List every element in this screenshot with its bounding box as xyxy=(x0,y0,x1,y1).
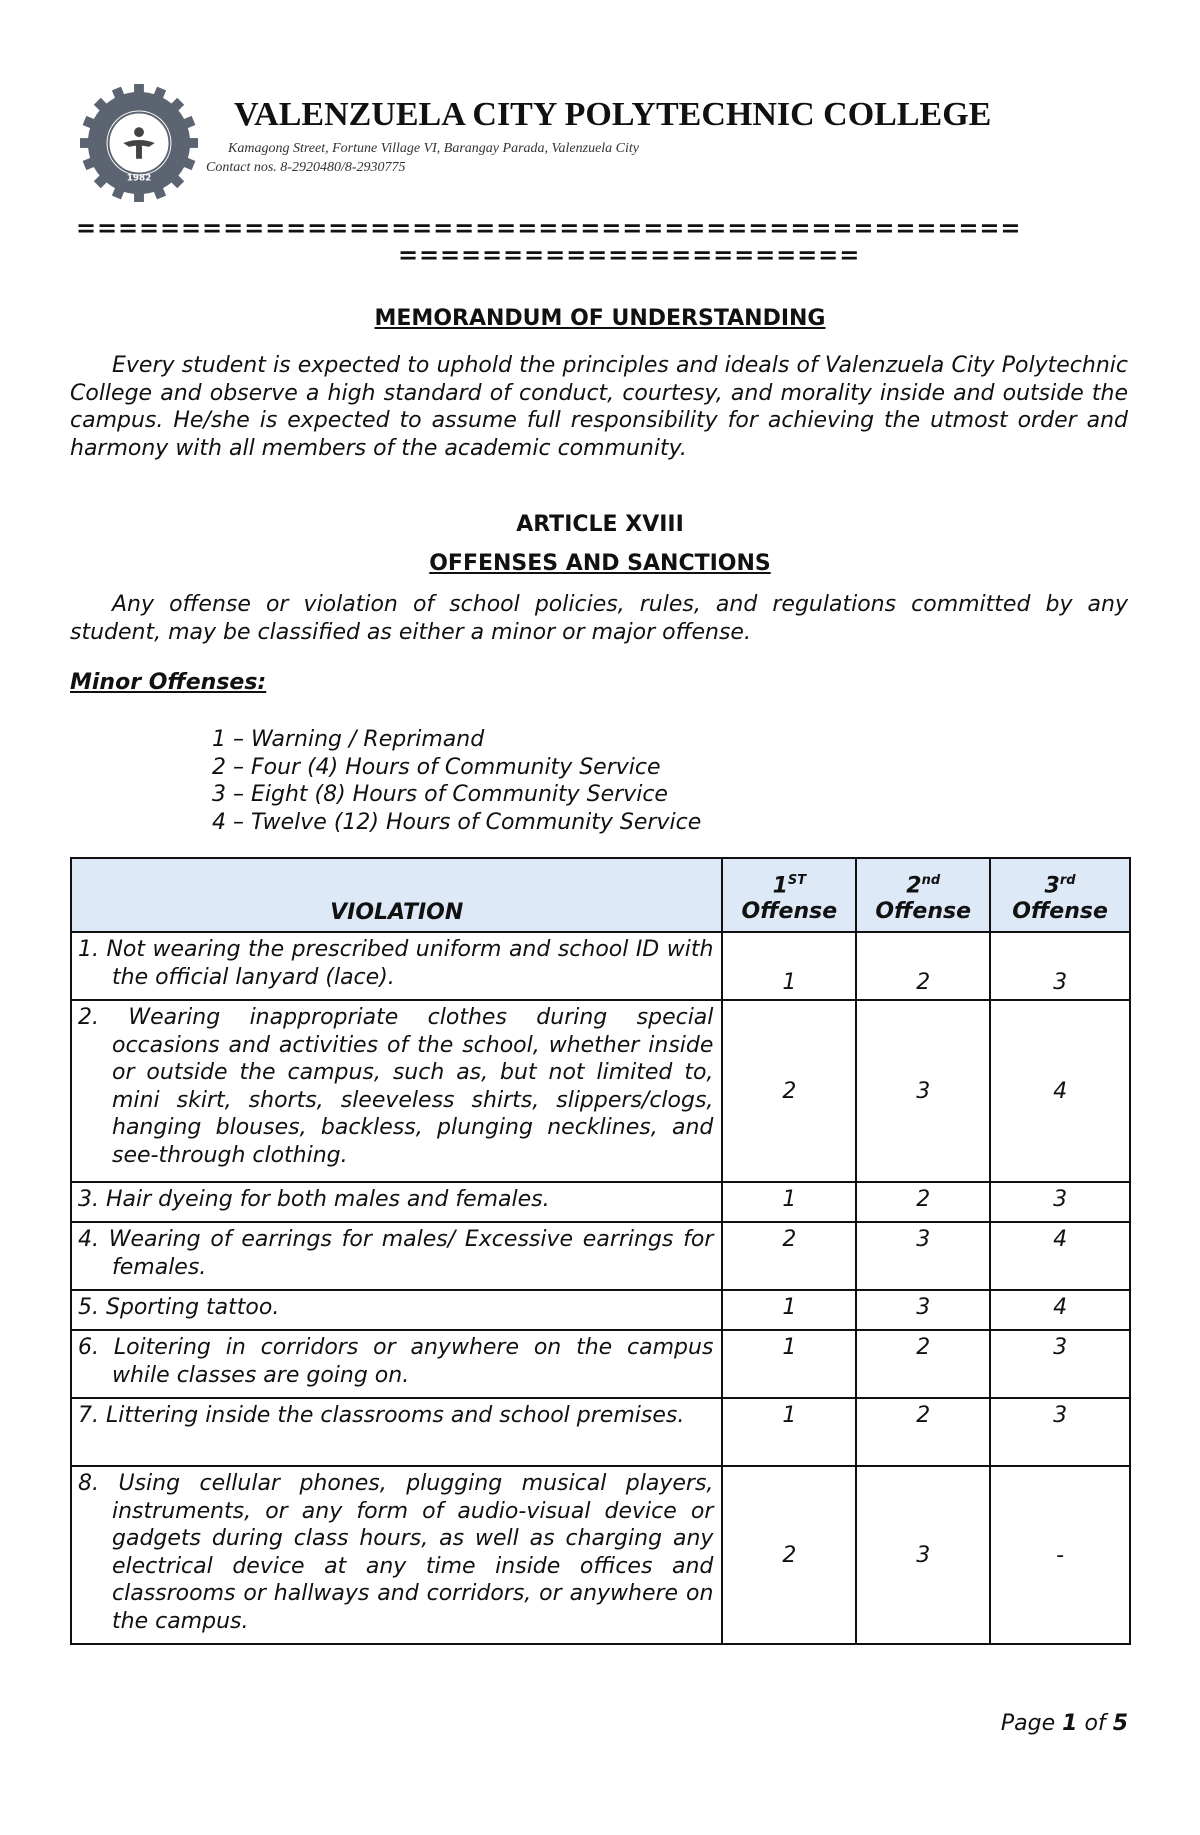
header-offense-label: Offense xyxy=(1012,899,1108,924)
violation-text: 1. Not wearing the prescribed uniform and school ID with the official lanyard (lace). xyxy=(78,937,714,990)
memo-paragraph-text: Every student is expected to uphold the principles and ideals of Valenzuela City Polytechnic College and observe a high standard of conduct, courtesy, and morality inside and outside the campus. He/she is expected to assume full responsibility for achieving the utmost order and harmony with all members of the academic community. xyxy=(70,353,1128,461)
violation-cell xyxy=(71,1000,722,1182)
divider-rule-line-1: ============================================= xyxy=(76,214,1022,242)
third-offense-cell: 4 xyxy=(990,1000,1130,1182)
minor-offenses-table xyxy=(70,857,1131,1645)
first-offense-cell: 2 xyxy=(722,1222,856,1290)
college-name: VALENZUELA CITY POLYTECHNIC COLLEGE xyxy=(234,96,992,133)
table-row xyxy=(71,1398,1130,1466)
memo-title: MEMORANDUM OF UNDERSTANDING xyxy=(374,306,826,331)
sanction-scale-item: 2 – Four (4) Hours of Community Service xyxy=(212,754,661,780)
article-number: ARTICLE XVIII xyxy=(516,512,684,537)
college-logo xyxy=(80,84,198,202)
first-offense-cell: 1 xyxy=(722,1398,856,1466)
table-row xyxy=(71,932,1130,1000)
sanction-scale-item: 3 – Eight (8) Hours of Community Service xyxy=(212,782,668,807)
violation-cell xyxy=(71,1290,722,1330)
second-offense-cell: 2 xyxy=(856,1398,990,1466)
violation-text: 8. Using cellular phones, plugging musical players, instruments, or any form of audio-visual device or gadgets during class hours, as well as charging any electrical device at any time inside offices and classrooms or hallways and corridors, or anywhere on the campus. xyxy=(78,1471,714,1634)
violation-cell xyxy=(71,1222,722,1290)
third-offense-cell: 3 xyxy=(990,1398,1130,1466)
third-offense-cell: 4 xyxy=(990,1222,1130,1290)
second-offense-cell: 3 xyxy=(856,1222,990,1290)
logo-year: 1982 xyxy=(126,173,152,184)
article-intro-text: Any offense or violation of school policies, rules, and regulations committed by any student, may be classified as either a minor or major offense. xyxy=(70,592,1128,645)
table-row xyxy=(71,1330,1130,1398)
header-third-offense xyxy=(990,858,1130,932)
header-third-sup: rd xyxy=(1059,872,1076,888)
first-offense-cell: 1 xyxy=(722,932,856,1000)
page-number xyxy=(1001,1711,1128,1736)
header-violation: VIOLATION xyxy=(71,858,722,932)
table-row xyxy=(71,1466,1130,1644)
violation-text: 4. Wearing of earrings for males/ Excessive earrings for females. xyxy=(78,1227,714,1280)
third-offense-cell: 4 xyxy=(990,1290,1130,1330)
violation-text: 6. Loitering in corridors or anywhere on the campus while classes are going on. xyxy=(78,1335,714,1388)
violation-text: 2. Wearing inappropriate clothes during special occasions and activities of the school, whether inside or outside the campus, such as, but not limited to, mini skirt, shorts, sleeveless shirts, slippers/clogs, hanging blouses, backless, plunging necklines, and see-through clothing. xyxy=(78,1005,714,1168)
article-title: OFFENSES AND SANCTIONS xyxy=(429,551,771,576)
header-offense-label: Offense xyxy=(741,899,838,924)
header-third-num: 3 xyxy=(1044,873,1060,898)
header-second-num: 2 xyxy=(906,873,922,898)
table-row xyxy=(71,1222,1130,1290)
college-contact: Contact nos. 8-2920480/8-2930775 xyxy=(206,160,406,175)
table-row xyxy=(71,1290,1130,1330)
violation-text: 5. Sporting tattoo. xyxy=(78,1295,280,1320)
table-row xyxy=(71,1182,1130,1222)
header-first-offense xyxy=(722,858,856,932)
sanction-scale-item: 4 – Twelve (12) Hours of Community Service xyxy=(212,809,702,835)
minor-offenses-heading: Minor Offenses: xyxy=(70,670,267,695)
first-offense-cell: 2 xyxy=(722,1000,856,1182)
page-of-word: of xyxy=(1084,1711,1106,1736)
header-offense-label: Offense xyxy=(875,899,971,924)
third-offense-cell: - xyxy=(990,1466,1130,1644)
violation-text: 3. Hair dyeing for both males and females. xyxy=(78,1187,550,1212)
header-first-num: 1 xyxy=(772,873,788,898)
divider-rule-line-2: ====================== xyxy=(398,241,861,269)
first-offense-cell: 1 xyxy=(722,1330,856,1398)
page-current: 1 xyxy=(1062,1711,1078,1736)
first-offense-cell: 1 xyxy=(722,1182,856,1222)
memo-paragraph xyxy=(70,352,1128,462)
second-offense-cell: 2 xyxy=(856,932,990,1000)
second-offense-cell: 2 xyxy=(856,1330,990,1398)
violation-cell xyxy=(71,1466,722,1644)
violation-cell xyxy=(71,932,722,1000)
first-offense-cell: 1 xyxy=(722,1290,856,1330)
page-word: Page xyxy=(1000,1711,1056,1736)
header-first-sup: ST xyxy=(787,872,807,888)
second-offense-cell: 3 xyxy=(856,1000,990,1182)
table-header-row xyxy=(71,858,1130,932)
first-offense-cell: 2 xyxy=(722,1466,856,1644)
third-offense-cell: 3 xyxy=(990,1182,1130,1222)
violation-cell xyxy=(71,1330,722,1398)
college-address: Kamagong Street, Fortune Village VI, Barangay Parada, Valenzuela City xyxy=(228,141,639,156)
second-offense-cell: 3 xyxy=(856,1466,990,1644)
sanction-scale-list xyxy=(212,726,701,836)
article-intro xyxy=(70,591,1128,646)
sanction-scale-item: 1 – Warning / Reprimand xyxy=(212,727,485,752)
third-offense-cell: 3 xyxy=(990,1330,1130,1398)
violation-cell xyxy=(71,1182,722,1222)
second-offense-cell: 3 xyxy=(856,1290,990,1330)
header-second-offense xyxy=(856,858,990,932)
violation-cell xyxy=(71,1398,722,1466)
violation-text: 7. Littering inside the classrooms and school premises. xyxy=(78,1403,685,1428)
header-second-sup: nd xyxy=(921,872,941,888)
table-row xyxy=(71,1000,1130,1182)
page-total: 5 xyxy=(1112,1711,1128,1736)
third-offense-cell: 3 xyxy=(990,932,1130,1000)
second-offense-cell: 2 xyxy=(856,1182,990,1222)
